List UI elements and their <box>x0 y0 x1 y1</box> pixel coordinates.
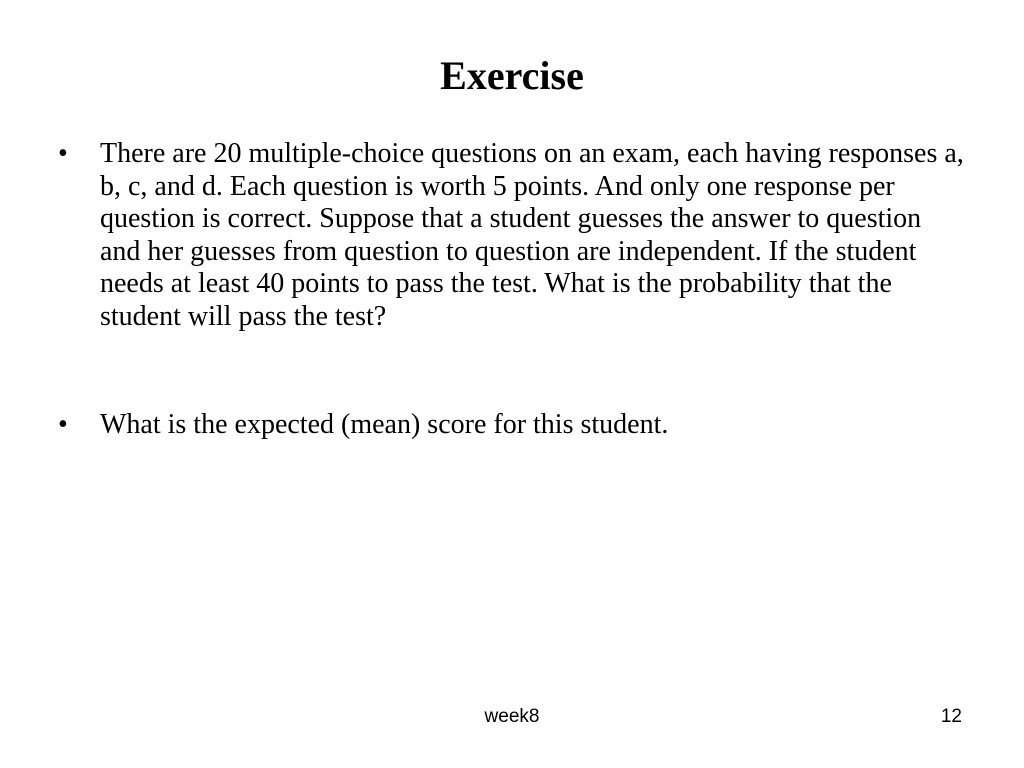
bullet-text: What is the expected (mean) score for this student. <box>100 409 669 440</box>
footer-text: week8 <box>484 706 540 727</box>
slide-title: Exercise <box>440 53 584 98</box>
bullet-symbol: • <box>58 138 68 169</box>
page-number: 12 <box>940 706 962 727</box>
bullet-item <box>58 138 968 333</box>
bullet-list <box>58 138 968 442</box>
bullet-item <box>58 409 968 442</box>
bullet-text: There are 20 multiple-choice questions on an exam, each having responses a, b, c, and d. Each question is worth 5 points. And only one response per question is correct. Suppose that a student guesses the answer to question and her guesses from question to question are independent. If the student needs at least 40 points to pass the test. What is the probability that the student will pass the test? <box>100 138 964 332</box>
bullet-symbol: • <box>58 409 68 440</box>
